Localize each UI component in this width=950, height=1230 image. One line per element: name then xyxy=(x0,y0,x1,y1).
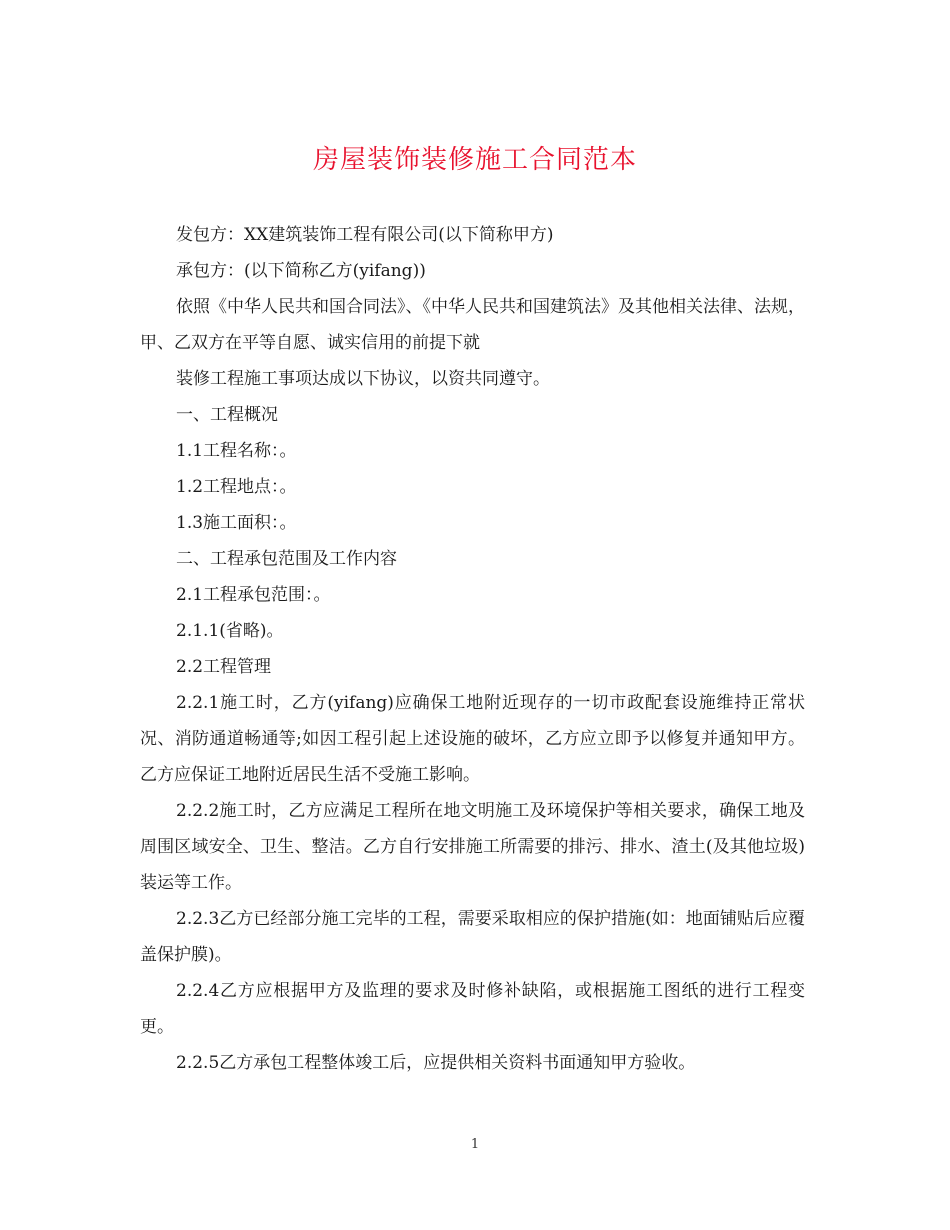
paragraph-legal-basis: 依照《中华人民共和国合同法》、《中华人民共和国建筑法》及其他相关法律、法规，甲、乙双方在平等自愿、诚实信用的前提下就 xyxy=(140,297,805,353)
paragraph-contractor-a: 发包方：XX建筑装饰工程有限公司(以下简称甲方) xyxy=(176,225,554,245)
clause-2-2-4: 2.2.4乙方应根据甲方及监理的要求及时修补缺陷，或根据施工图纸的进行工程变更。 xyxy=(140,981,805,1037)
document-body xyxy=(140,217,805,1081)
clause-2-2-5: 2.2.5乙方承包工程整体竣工后，应提供相关资料书面通知甲方验收。 xyxy=(176,1053,696,1073)
clause-1-3: 1.3施工面积：。 xyxy=(176,513,297,533)
section-heading-overview: 一、工程概况 xyxy=(176,405,278,425)
document-title: 房屋装饰装修施工合同范本 xyxy=(312,145,637,175)
clause-2-2: 2.2工程管理 xyxy=(176,657,272,677)
clause-2-2-2: 2.2.2施工时，乙方应满足工程所在地文明施工及环境保护等相关要求，确保工地及周围区域安全、卫生、整洁。乙方自行安排施工所需要的排污、排水、渣土(及其他垃圾)装运等工作。 xyxy=(140,801,805,893)
paragraph-contractor-b: 承包方：(以下简称乙方(yifang)) xyxy=(176,261,426,281)
clause-2-2-1: 2.2.1施工时，乙方(yifang)应确保工地附近现存的一切市政配套设施维持正常状况、消防通道畅通等;如因工程引起上述设施的破坏，乙方应立即予以修复并通知甲方。乙方应保证工地附近居民生活不受施工影响。 xyxy=(140,693,805,785)
clause-2-1: 2.1工程承包范围：。 xyxy=(176,585,331,605)
clause-1-2: 1.2工程地点：。 xyxy=(176,477,297,497)
clause-1-1: 1.1工程名称：。 xyxy=(176,441,297,461)
section-heading-scope: 二、工程承包范围及工作内容 xyxy=(176,549,397,569)
page-number: 1 xyxy=(470,1137,480,1152)
clause-2-2-3: 2.2.3乙方已经部分施工完毕的工程，需要采取相应的保护措施(如：地面铺贴后应覆盖保护膜)。 xyxy=(140,909,805,965)
paragraph-agreement: 装修工程施工事项达成以下协议，以资共同遵守。 xyxy=(176,369,550,389)
clause-2-1-1: 2.1.1(省略)。 xyxy=(176,621,284,641)
